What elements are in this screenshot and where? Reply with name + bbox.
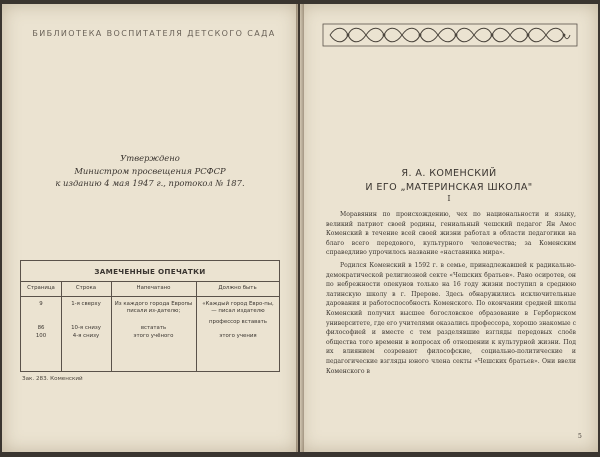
errata-header-line: Строка xyxy=(75,285,97,291)
approval-line: Министром просвещения РСФСР xyxy=(74,165,226,176)
book-gutter xyxy=(296,4,304,452)
errata-cell: встатать xyxy=(140,325,167,331)
errata-header-correct: Должно быть xyxy=(218,285,257,291)
errata-cell: 100 xyxy=(35,333,47,339)
errata-cell: 9 xyxy=(39,301,43,307)
right-page xyxy=(300,4,598,452)
errata-header-printed: Напечатано xyxy=(136,285,171,291)
errata-cell: 10-я снизу xyxy=(71,325,101,331)
errata-cell: 86 xyxy=(37,325,45,331)
errata-header-page: Страница xyxy=(27,285,55,291)
ornament-header xyxy=(322,22,578,48)
series-title: БИБЛИОТЕКА ВОСПИТАТЕЛЯ ДЕТСКОГО САДА xyxy=(32,29,276,38)
errata-cell: этого учёного xyxy=(133,333,174,339)
errata-cell: «Каждый город Евро-пы, — писал издателю xyxy=(202,301,274,314)
errata-cell: Из каждого города Европы писали из-дателю; xyxy=(114,301,193,314)
paragraph: Родился Коменский в 1592 г. в семье, принадлежавшей к радикально-демократической религиозной секте «Чешских братьев». Рано осиротев, он по небрежности опекунов только на 16 году жизни поступил в среднюю латинскую школу в г. Прерове. Здесь обнаружились исключительные дарования и работоспособность Коменского. По окончании средней школы Коменский получил высшее богословское образование в Герборнском университете, где его учителями оказались профессора, хорошо знакомые с философией и вместе с тем разделявшие взгляды передовых слоёв общества того времени в вопросах об отношении к культурной жизни. Под их влиянием созревают философские, социально-политические и педагогические взгляды юного члена секты «Чешских братьев». Они ввели Коменского в xyxy=(326,261,576,375)
errata-cell: 4-я снизу xyxy=(72,333,100,339)
chapter-title-line: И ЕГО „МАТЕРИНСКАЯ ШКОЛА" xyxy=(365,182,533,193)
paragraph: Моравянин по происхождению, чех по национальности и языку, великий патриот своей родины, гениальный чешский педагог Ян Амос Коменский в течение всей своей жизни работал в области педагогики на благо всего передового, культурного человечества; за Коменским справедливо упрочилось название «наставника мира». xyxy=(326,211,576,257)
approval-note xyxy=(52,152,248,190)
body-text xyxy=(326,210,576,379)
errata-cell: профессор вставать xyxy=(209,319,267,325)
chapter-title-line: Я. А. КОМЕНСКИЙ xyxy=(401,168,497,179)
approval-line: Утверждено xyxy=(120,153,180,163)
errata-title: ЗАМЕЧЕННЫЕ ОПЕЧАТКИ xyxy=(94,267,206,276)
print-order-code: Зак. 283. Коменский xyxy=(22,376,83,382)
section-numeral: I xyxy=(447,194,451,203)
errata-cell: 1-я сверху xyxy=(71,301,101,307)
errata-cell: этого учения xyxy=(219,333,257,339)
approval-line: к изданию 4 мая 1947 г., протокол № 187. xyxy=(55,178,245,188)
page-number: 5 xyxy=(578,433,582,440)
chapter-title xyxy=(330,167,568,195)
errata-table xyxy=(20,260,280,372)
left-page xyxy=(2,4,298,452)
